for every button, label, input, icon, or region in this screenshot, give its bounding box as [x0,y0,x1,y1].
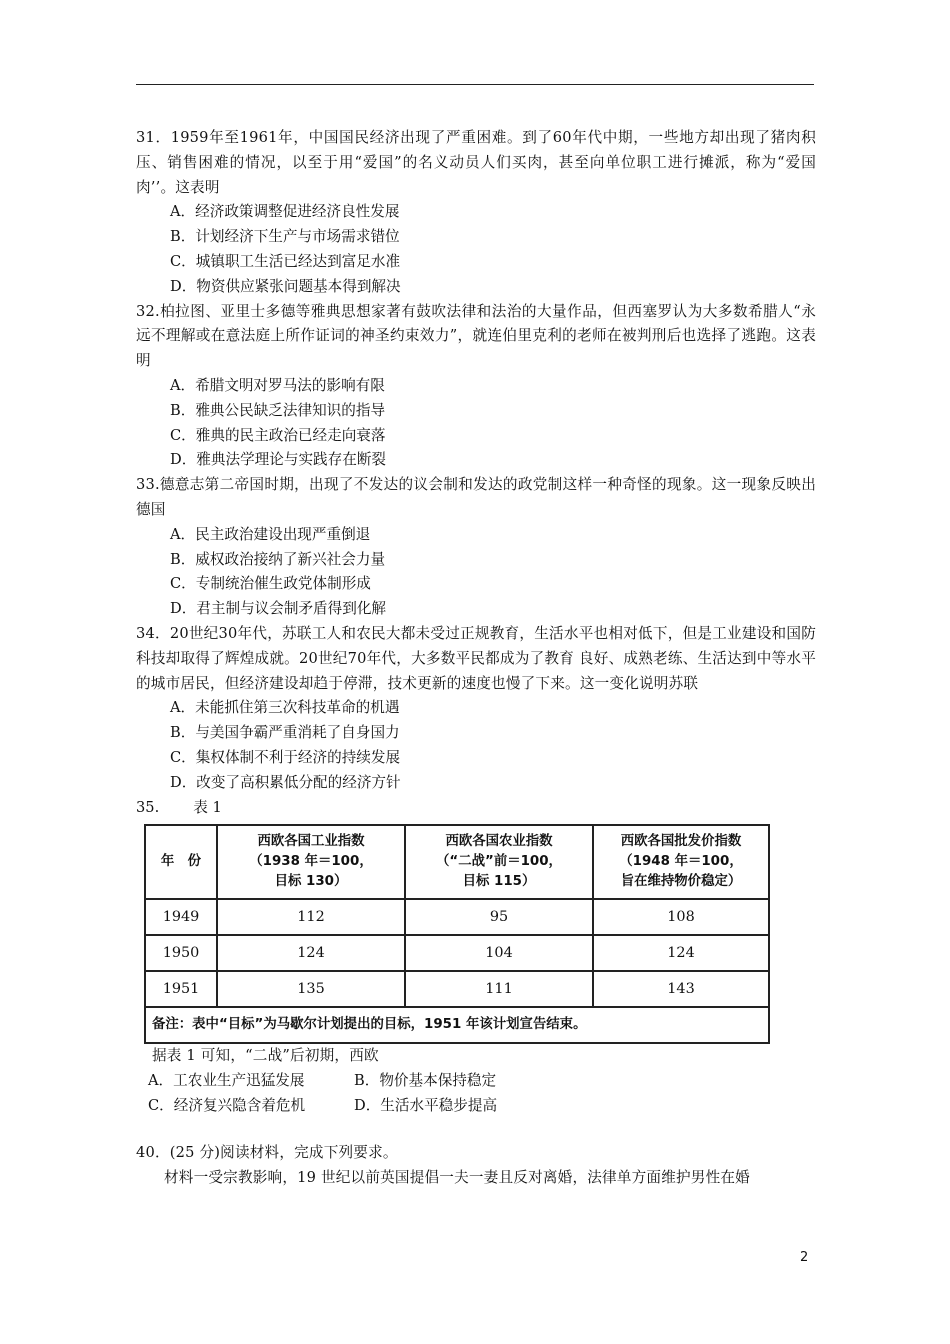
question-32-option-a: A．希腊文明对罗马法的影响有限 [170,376,385,394]
question-35-caption-line [136,796,816,821]
question-31-stem: 31．1959年至1961年，中国国民经济出现了严重困难。到了60年代中期，一些地方却出现了猪肉积压、销售困难的情况，以至于用“爱国”的名义动员人们买肉，甚至向单位职工进行摊派，称为“爱国肉’’。这表明 [136,129,816,196]
question-35-option-d: D．生活水平稳步提高 [354,1096,498,1114]
question-35-option-a: A．工农业生产迅猛发展 [148,1072,305,1090]
question-33-option-a: A．民主政治建设出现严重倒退 [170,525,371,543]
question-35-options-row-1 [136,1069,816,1094]
table-cell: 124 [217,935,405,971]
question-34-option-d: D．改变了高积累低分配的经济方针 [170,773,401,791]
table-cell: 111 [405,971,593,1007]
question-31-option-a: A．经济政策调整促进经济良性发展 [170,203,400,221]
table-cell: 1950 [145,935,217,971]
question-34-option-c: C．集权体制不利于经济的持续发展 [170,748,401,766]
table-cell: 104 [405,935,593,971]
table-note-row [145,1007,769,1043]
table-header-row [145,825,769,899]
data-table [144,824,770,1044]
header-rule [136,84,814,85]
table-row [145,899,769,935]
table-cell: 1951 [145,971,217,1007]
question-32-stem: 32.柏拉图、亚里士多德等雅典思想家著有鼓吹法律和法治的大量作品，但西塞罗认为大多数希腊人“永远不理解或在意法庭上所作证词的神圣约束效力”，就连伯里克利的老师在被判刑后也选择了逃跑。这表明 [136,302,816,370]
table-header-wholesale: 西欧各国批发价指数 （1948 年＝100， 旨在维持物价稳定） [593,825,769,899]
table-cell: 112 [217,899,405,935]
table-caption: 表 1 [193,798,222,816]
question-34-stem: 34．20世纪30年代，苏联工人和农民大都未受过正规教育，生活水平也相对低下，但是工业建设和国防科技却取得了辉煌成就。20世纪70年代，大多数平民都成为了教育 良好、成熟老练、生活达到中等水平的城市居民，但经济建设却趋于停滞，技术更新的速度也慢了下来。这一变化说明苏联 [136,624,816,692]
table-cell: 108 [593,899,769,935]
question-32-option-d: D．雅典法学理论与实践存在断裂 [170,451,387,469]
question-40-material: 材料一受宗教影响，19 世纪以前英国提倡一夫一妻且反对离婚，法律单方面维护男性在婚 [164,1168,750,1186]
question-32-option-c: C．雅典的民主政治已经走向衰落 [170,426,386,444]
table-cell: 1949 [145,899,217,935]
table-cell: 124 [593,935,769,971]
table-cell: 95 [405,899,593,935]
table-row [145,971,769,1007]
question-40-stem: 40．(25 分)阅读材料，完成下列要求。 [136,1143,398,1161]
question-34-option-b: B．与美国争霸严重消耗了自身国力 [170,724,400,742]
question-33-option-c: C．专制统治催生政党体制形成 [170,575,371,593]
question-33-stem: 33.德意志第二帝国时期，出现了不发达的议会制和发达的政党制这样一种奇怪的现象。这一现象反映出德国 [136,476,816,518]
page-number: 2 [800,1250,809,1265]
question-31-option-b: B．计划经济下生产与市场需求错位 [170,228,400,246]
question-31-option-c: C．城镇职工生活已经达到富足水准 [170,252,401,270]
table-cell: 143 [593,971,769,1007]
question-32-option-b: B．雅典公民缺乏法律知识的指导 [170,401,386,419]
table-row [145,935,769,971]
question-31-option-d: D．物资供应紧张问题基本得到解决 [170,277,401,295]
table-cell: 135 [217,971,405,1007]
table-header-agriculture: 西欧各国农业指数 （“二战”前＝100， 目标 115） [405,825,593,899]
question-34-option-a: A．未能抓住第三次科技革命的机遇 [170,699,400,717]
table-header-year: 年 份 [145,825,217,899]
question-35-option-c: C．经济复兴隐含着危机 [148,1096,306,1114]
question-35-option-b: B．物价基本保持稳定 [354,1072,497,1090]
page-content [136,126,816,1190]
table-note: 备注：表中“目标”为马歇尔计划提出的目标，1951 年该计划宣告结束。 [145,1007,769,1043]
question-35-stem: 据表 1 可知，“二战”后初期，西欧 [152,1047,379,1065]
question-33-option-b: B．威权政治接纳了新兴社会力量 [170,550,386,568]
section-gap [136,1119,816,1141]
question-35-options-row-2 [136,1094,816,1119]
table-header-industry: 西欧各国工业指数 （1938 年＝100， 目标 130） [217,825,405,899]
question-33-option-d: D．君主制与议会制矛盾得到化解 [170,600,387,618]
question-35-number: 35. [136,798,160,816]
